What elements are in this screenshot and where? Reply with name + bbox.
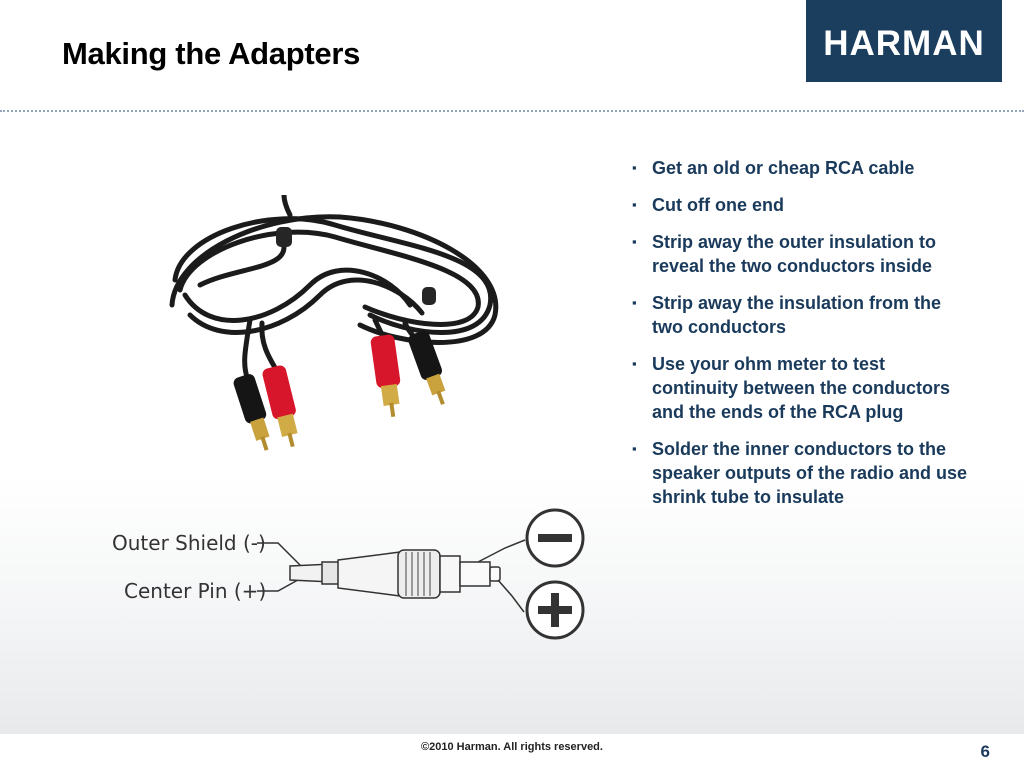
bullet-text: Get an old or cheap RCA cable	[652, 158, 915, 178]
bullet-marker: ▪	[632, 441, 637, 456]
logo-text: HARMAN	[823, 24, 985, 63]
bullet-marker: ▪	[632, 160, 637, 175]
list-item	[632, 437, 972, 509]
bullet-text: Use your ohm meter to test continuity between the conductors and the ends of the RCA plug	[652, 354, 951, 422]
list-item	[632, 352, 972, 424]
instruction-list	[632, 156, 972, 522]
harman-logo	[806, 0, 1002, 82]
bullet-text: Strip away the outer insulation to reveal the two conductors inside	[652, 232, 937, 276]
bullet-text: Cut off one end	[652, 195, 784, 215]
bullet-marker: ▪	[632, 295, 637, 310]
list-item	[632, 193, 972, 217]
list-item	[632, 230, 972, 278]
rca-plug-diagram	[100, 500, 600, 650]
outer-shield-label: Outer Shield (-)	[112, 531, 266, 555]
header-divider	[0, 110, 1024, 112]
bullet-marker: ▪	[632, 197, 637, 212]
bullet-marker: ▪	[632, 356, 637, 371]
copyright-text: ©2010 Harman. All rights reserved.	[421, 741, 603, 753]
rca-plug-drawing	[100, 500, 600, 650]
list-item	[632, 156, 972, 180]
rca-cable-image	[160, 195, 520, 465]
bullet-text: Solder the inner conductors to the speaker outputs of the radio and use shrink tube to insulate	[652, 439, 968, 507]
bullet-text: Strip away the insulation from the two conductors	[652, 293, 942, 337]
bullet-marker: ▪	[632, 234, 637, 249]
list-item	[632, 291, 972, 339]
center-pin-label: Center Pin (+)	[124, 579, 267, 603]
slide-title: Making the Adapters	[62, 36, 361, 71]
page-number: 6	[980, 742, 990, 761]
